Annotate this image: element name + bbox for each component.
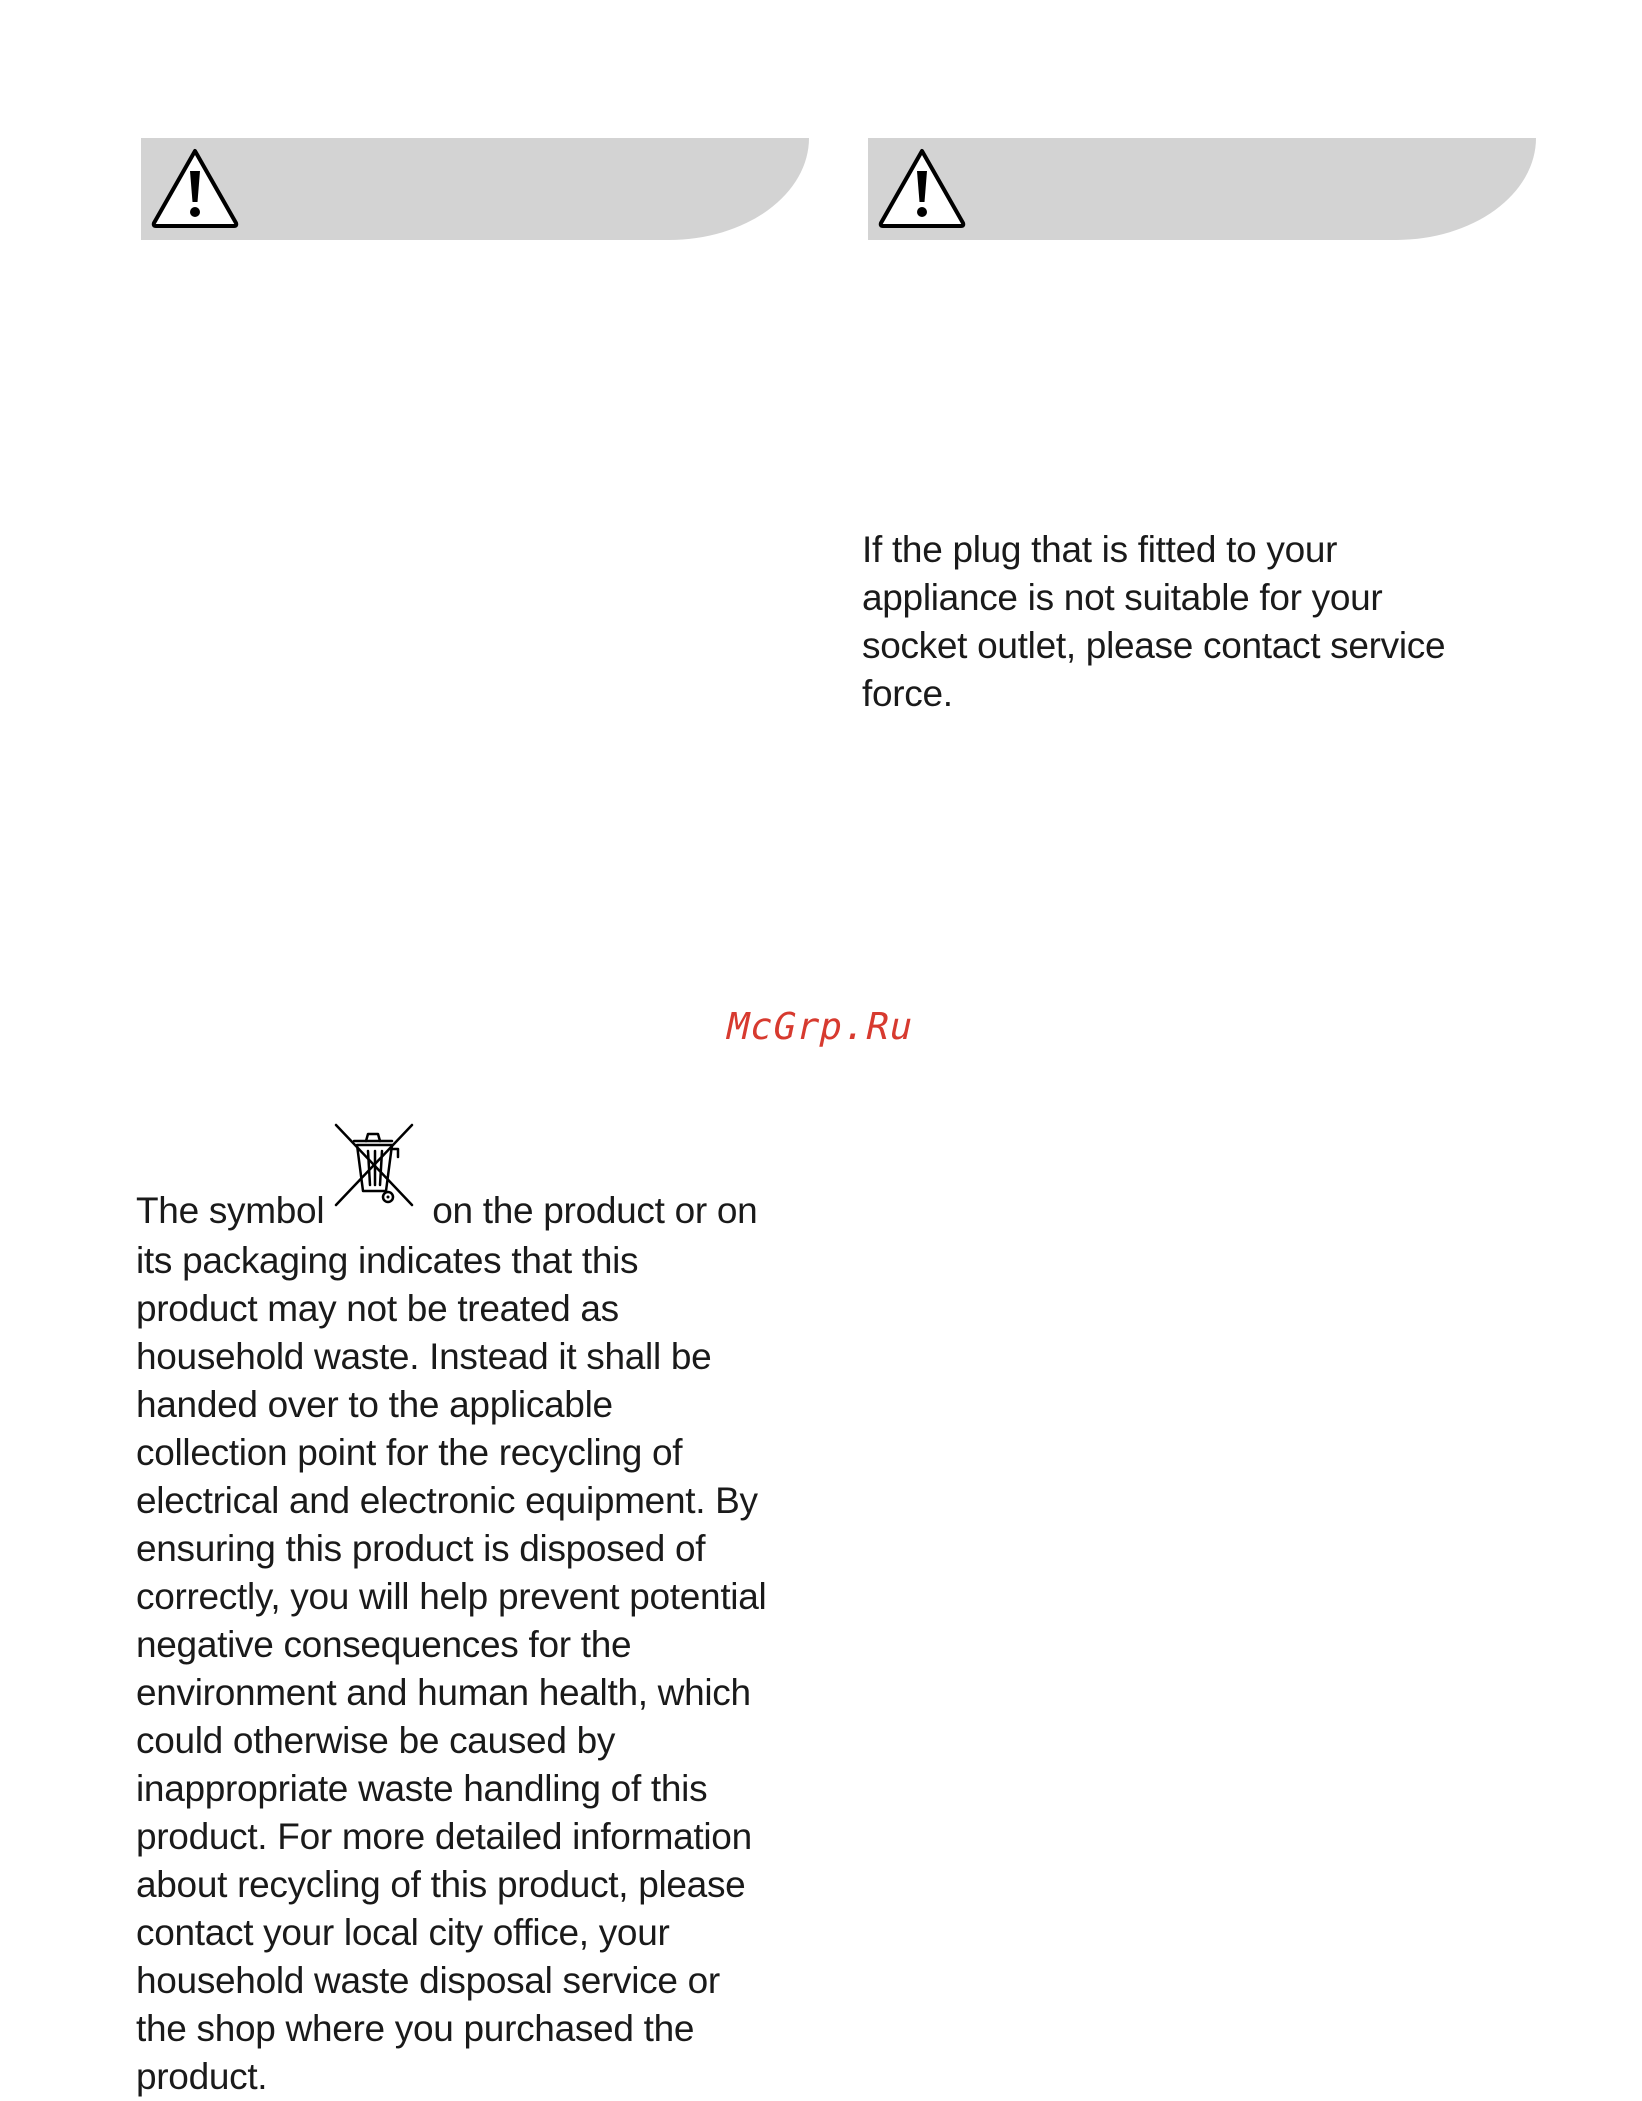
recycling-notice-line: contact your local city office, your: [136, 1912, 670, 1953]
watermark: McGrp.Ru: [722, 1005, 918, 1048]
recycling-notice-line: ensuring this product is disposed of: [136, 1528, 706, 1569]
crossed-out-wheelie-bin-icon: [330, 1121, 418, 1209]
recycling-notice-line: the shop where you purchased the: [136, 2008, 695, 2049]
recycling-notice-line: about recycling of this product, please: [136, 1864, 746, 1905]
recycling-notice-line: correctly, you will help prevent potential: [136, 1576, 767, 1617]
recycling-notice-line: collection point for the recycling of: [136, 1432, 683, 1473]
recycling-notice-line: product.: [136, 2056, 268, 2097]
recycling-notice-line: could otherwise be caused by: [136, 1720, 616, 1761]
recycling-notice-line: product may not be treated as: [136, 1288, 619, 1329]
recycling-notice-line: negative consequences for the: [136, 1624, 632, 1665]
warning-triangle-icon: [877, 147, 967, 229]
recycling-notice-line: handed over to the applicable: [136, 1384, 613, 1425]
recycling-notice-line: electrical and electronic equipment. By: [136, 1480, 758, 1521]
recycling-notice-line: household waste. Instead it shall be: [136, 1336, 712, 1377]
warning-header-right: [868, 138, 1536, 240]
warning-header-left: [141, 138, 809, 240]
recycling-text-after-icon: on the product or on: [432, 1190, 758, 1231]
recycling-notice-line: household waste disposal service or: [136, 1960, 720, 2001]
recycling-notice-line: environment and human health, which: [136, 1672, 751, 1713]
plug-notice-line: socket outlet, please contact service: [862, 625, 1446, 666]
plug-notice-line: force.: [862, 673, 953, 714]
warning-triangle-icon: [150, 147, 240, 229]
plug-notice: [862, 526, 1542, 718]
recycling-notice-first-line: [136, 1149, 856, 1237]
recycling-notice-line: product. For more detailed information: [136, 1816, 752, 1857]
recycling-text-before-icon: The symbol: [136, 1190, 325, 1231]
recycling-notice: [136, 1149, 856, 2101]
recycling-notice-line: inappropriate waste handling of this: [136, 1768, 708, 1809]
plug-notice-line: appliance is not suitable for your: [862, 577, 1383, 618]
recycling-notice-line: its packaging indicates that this: [136, 1240, 639, 1281]
plug-notice-line: If the plug that is fitted to your: [862, 529, 1338, 570]
